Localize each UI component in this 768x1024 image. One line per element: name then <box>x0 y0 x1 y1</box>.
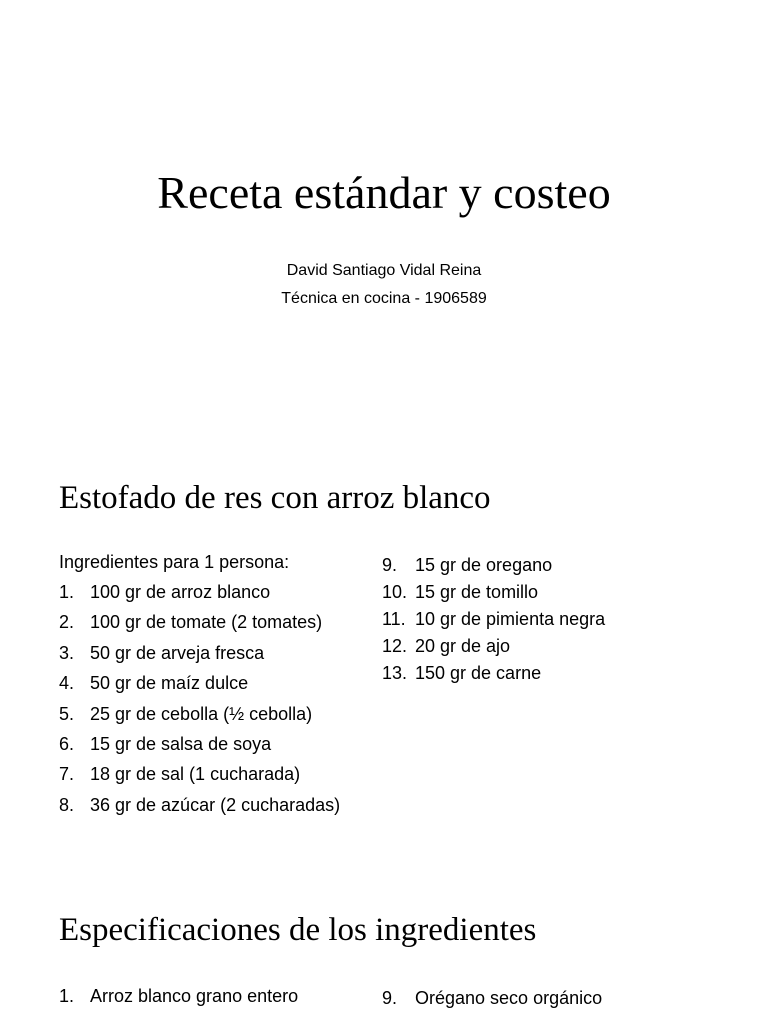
item-number: 2. <box>59 612 75 633</box>
document-title: Receta estándar y costeo <box>157 167 611 218</box>
specs-title: Especificaciones de los ingredientes <box>59 912 537 948</box>
spec-item <box>382 986 602 1013</box>
ingredient-item <box>59 762 340 792</box>
recipe-title: Estofado de res con arroz blanco <box>59 480 491 516</box>
item-number: 3. <box>59 642 75 663</box>
item-number: 12. <box>382 636 408 656</box>
item-text: 15 gr de oregano <box>415 555 553 575</box>
item-text: 25 gr de cebolla (½ cebolla) <box>90 703 313 724</box>
spec-item <box>59 984 298 1014</box>
ingredient-item <box>59 580 340 610</box>
item-text: 50 gr de arveja fresca <box>90 642 265 663</box>
ingredient-item <box>59 641 340 671</box>
item-number: 9. <box>382 988 398 1008</box>
ingredient-item <box>59 671 340 701</box>
item-number: 4. <box>59 673 75 694</box>
ingredient-item <box>382 553 605 580</box>
specs-list-left <box>59 984 298 1014</box>
item-text: 150 gr de carne <box>415 663 542 683</box>
ingredient-item <box>59 610 340 640</box>
author-name: David Santiago Vidal Reina <box>286 262 482 279</box>
item-number: 5. <box>59 703 75 724</box>
item-text: 10 gr de pimienta negra <box>415 609 606 629</box>
item-text: 36 gr de azúcar (2 cucharadas) <box>90 794 341 815</box>
ingredient-item <box>59 793 340 823</box>
ingredient-item <box>382 634 605 661</box>
ingredient-item <box>59 702 340 732</box>
item-number: 7. <box>59 764 75 785</box>
ingredient-item <box>59 732 340 762</box>
item-text: 100 gr de tomate (2 tomates) <box>90 612 323 633</box>
ingredient-item <box>382 607 605 634</box>
ingredients-intro: Ingredientes para 1 persona: <box>59 552 290 572</box>
item-text: 15 gr de tomillo <box>415 582 539 602</box>
item-number: 13. <box>382 663 408 683</box>
ingredients-list-right <box>382 553 605 688</box>
item-text: 50 gr de maíz dulce <box>90 673 249 694</box>
item-text: Orégano seco orgánico <box>415 988 603 1008</box>
item-text: Arroz blanco grano entero <box>90 986 299 1006</box>
item-number: 1. <box>59 582 75 602</box>
specs-list-right <box>382 986 602 1013</box>
ingredient-item <box>382 661 605 688</box>
ingredients-list-left <box>59 580 340 823</box>
item-text: 18 gr de sal (1 cucharada) <box>90 764 301 785</box>
item-text: 100 gr de arroz blanco <box>90 582 271 602</box>
item-number: 8. <box>59 794 75 815</box>
item-number: 11. <box>382 609 406 629</box>
item-text: 20 gr de ajo <box>415 636 511 656</box>
item-number: 10. <box>382 582 408 602</box>
item-number: 6. <box>59 733 75 754</box>
ingredient-item <box>382 580 605 607</box>
author-program: Técnica en cocina - 1906589 <box>281 290 487 307</box>
item-number: 9. <box>382 555 398 575</box>
item-text: 15 gr de salsa de soya <box>90 733 272 754</box>
item-number: 1. <box>59 986 75 1006</box>
